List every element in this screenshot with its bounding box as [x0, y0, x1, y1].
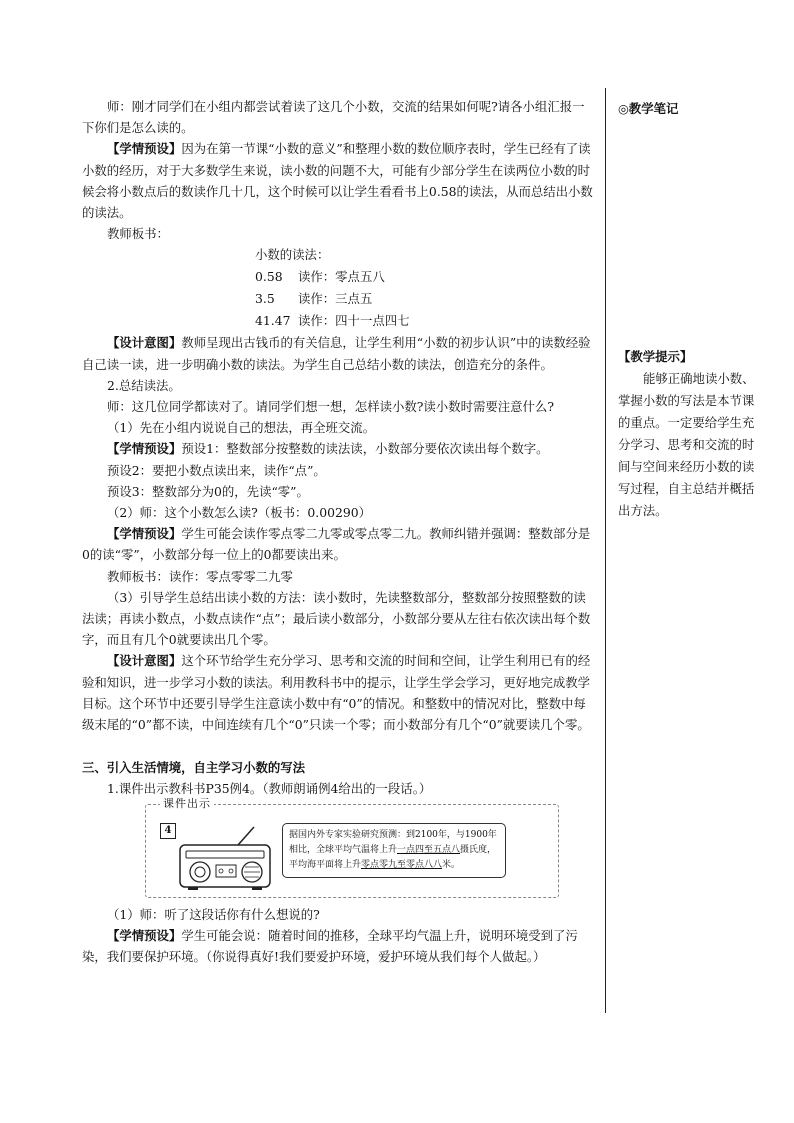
- hint-box: [618, 346, 768, 522]
- tag-label: 【设计意图】: [107, 335, 182, 351]
- tag-label: 【学情预设】: [107, 141, 182, 157]
- paragraph: 【学情预设】学生可能会说：随着时间的推移，全球平均气温上升，说明环境受到了污染，我们要保护环境。（你说得真好!我们要爱护环境，爱护环境从我们每个人做起。）: [82, 927, 578, 965]
- board-row: 41.47 读作：四十一点四七: [255, 313, 410, 329]
- board-row: 3.5 读作：三点五: [255, 291, 373, 307]
- tag-label: 【学情预设】: [107, 927, 182, 943]
- paragraph: 教师板书：读作：零点零零二九零: [107, 568, 293, 584]
- example-number: 4: [160, 823, 176, 839]
- main-column: [82, 96, 595, 967]
- paragraph: （1）先在小组内说说自己的想法，再全班交流。: [107, 420, 376, 436]
- hint-title: 【教学提示】: [618, 349, 693, 364]
- board-row: 0.58 读作：零点五八: [255, 269, 385, 285]
- paragraph: 预设2：要把小数点读出来，读作“点”。: [107, 462, 326, 478]
- paragraph: 【学情预设】预设1：整数部分按整数的读法读，小数部分要依次读出每个数字。: [107, 441, 549, 457]
- paragraph: 【设计意图】教师呈现出古钱币的有关信息，让学生利用“小数的初步认识”中的读数经验自己读一读，进一步明确小数的读法。为学生自己总结小数的读法，创造充分的条件。: [82, 335, 591, 372]
- paragraph: 【学情预设】因为在第一节课“小数的意义”和整理小数的数位顺序表时，学生已经有了读小数的经历，对于大多数学生来说，读小数的问题不大，可能有少部分学生在读两位小数的时候会将小数点后的数读作几十几，这个时候可以让学生看看书上0.58的读法，从而总结出小数的读法。: [82, 141, 593, 221]
- paragraph: 【学情预设】学生可能会读作零点零二九零或零点零二九。教师纠错并强调：整数部分是0的读“零”，小数部分每一位上的0都要读出来。: [82, 526, 591, 563]
- radio-icon: [176, 825, 276, 891]
- paragraph: 师：刚才同学们在小组内都尝试着读了这几个小数，交流的结果如何呢?请各小组汇报一下你们是怎么读的。: [82, 99, 585, 136]
- paragraph: 师：这几位同学都读对了。请同学们想一想，怎样读小数?读小数时需要注意什么?: [107, 399, 554, 415]
- paragraph: （1）师：听了这段话你有什么想说的?: [107, 906, 320, 922]
- paragraph: 预设3：整数部分为0的，先读“零”。: [107, 483, 309, 499]
- courseware-tag: 课件出示: [160, 797, 214, 811]
- speech-bubble: 据国内外专家实验研究预测：到2100年，与1900年相比，全球平均气温将上升一点四至五点八摄氏度，平均海平面将上升零点零九至零点八八米。: [282, 823, 506, 878]
- paragraph: 【设计意图】这个环节给学生充分学习、思考和交流的时间和空间，让学生利用已有的经验和知识，进一步学习小数的读法。利用教科书中的提示，让学生学会学习，更好地完成教学目标。这个环节中还要引导学生注意读小数中有“0”的情况。和整数中的情况对比，整数中每级末尾的“0”都不读，中间连续有几个“0”只读一个零；而小数部分有几个“0”就要读几个零。: [82, 653, 591, 733]
- notes-title: ◎教学笔记: [618, 101, 679, 116]
- column-divider: [605, 88, 606, 1013]
- board-intro: 教师板书：: [107, 226, 169, 242]
- hint-text: 能够正确地读小数、掌握小数的写法是本节课的重点。一定要给学生充分学习、思考和交流的时间与空间来经历小数的读写过程，自主总结并概括出方法。: [618, 371, 755, 518]
- paragraph: （2）师：这个小数怎么读?（板书：0.00290）: [107, 505, 372, 521]
- paragraph: （3）引导学生总结出读小数的方法：读小数时，先读整数部分，整数部分按照整数的读法读；再读小数点，小数点读作“点”；最后读小数部分，小数部分要从左往右依次读出每个数字，而且有几个0就要读出几个零。: [82, 589, 591, 648]
- paragraph: 1.课件出示教科书P35例4。（教师朗诵例4给出的一段话。）: [107, 781, 432, 797]
- paragraph: 2.总结读法。: [107, 377, 181, 393]
- tag-label: 【学情预设】: [107, 526, 182, 542]
- section-heading: 三、引入生活情境，自主学习小数的写法: [82, 760, 306, 776]
- courseware-box: [145, 796, 559, 898]
- tag-label: 【设计意图】: [107, 653, 182, 669]
- tag-label: 【学情预设】: [107, 441, 182, 457]
- board-content: [82, 244, 595, 332]
- board-title: 小数的读法：: [255, 247, 330, 263]
